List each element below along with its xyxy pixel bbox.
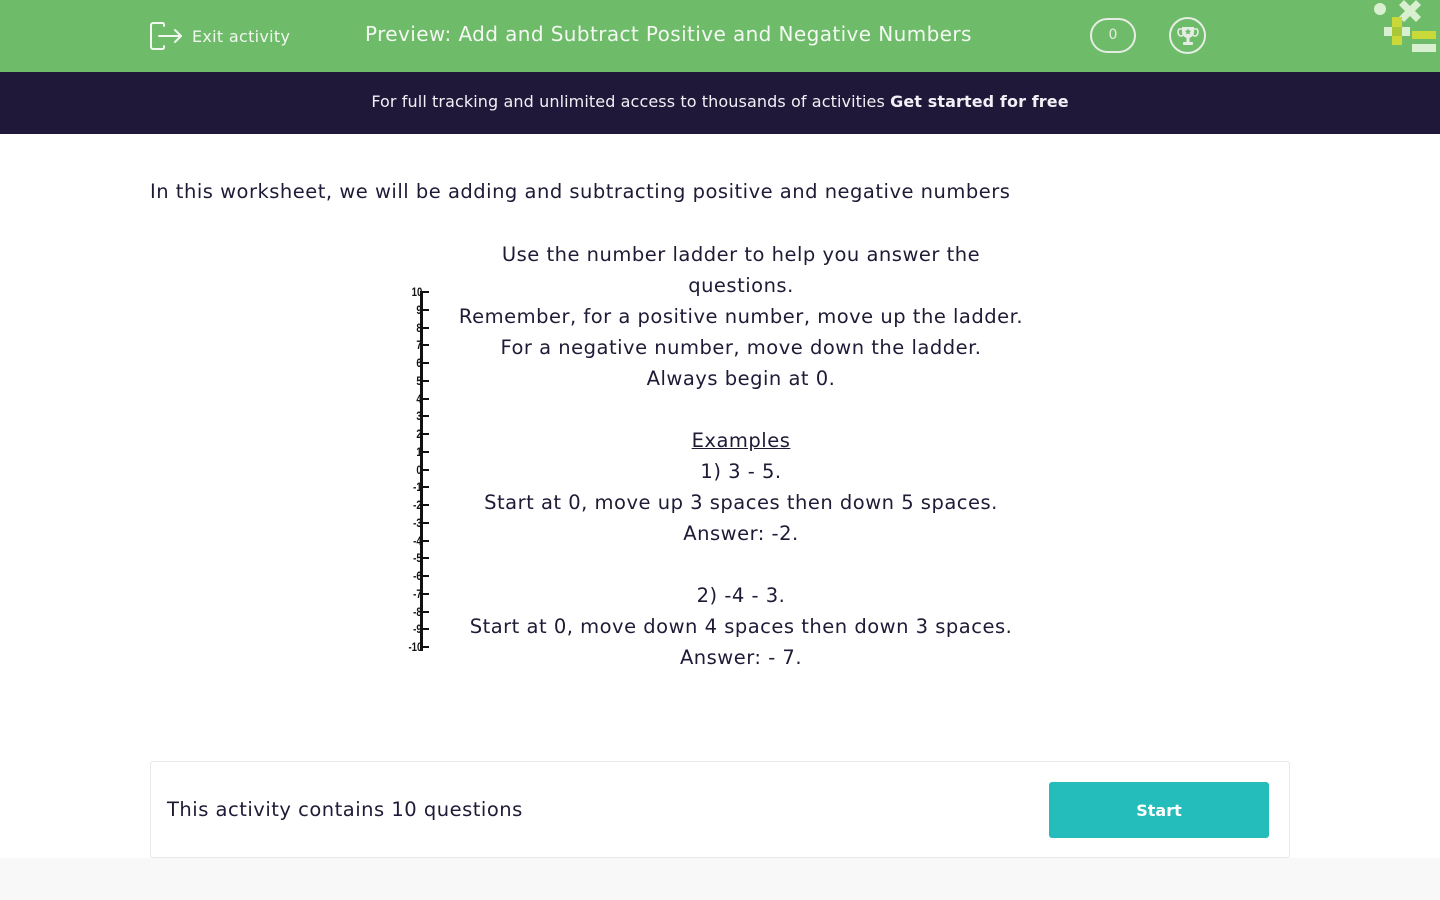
exit-icon bbox=[150, 22, 183, 50]
ladder-label: -3 bbox=[413, 515, 422, 530]
examples-heading: Examples bbox=[691, 429, 791, 452]
top-bar bbox=[0, 0, 1440, 72]
ladder-label: -4 bbox=[413, 533, 422, 548]
instruction-line: Remember, for a positive number, move up the ladder. bbox=[458, 305, 1024, 328]
ladder-label: -10 bbox=[408, 640, 422, 654]
ladder-label: 6 bbox=[416, 356, 422, 370]
instruction-line: Answer: - 7. bbox=[679, 646, 803, 669]
instruction-line bbox=[440, 394, 1042, 425]
instruction-line: Answer: -2. bbox=[683, 522, 799, 545]
instructions bbox=[440, 239, 1042, 673]
promo-text: For full tracking and unlimited access to thousands of activities bbox=[371, 92, 891, 111]
exit-activity-button[interactable] bbox=[150, 21, 290, 51]
ladder-label: -6 bbox=[413, 569, 422, 583]
ladder-label: 3 bbox=[416, 409, 422, 424]
activity-panel bbox=[150, 761, 1290, 858]
instruction-line: 2) -4 - 3. bbox=[696, 584, 786, 607]
instruction-line: questions. bbox=[688, 274, 794, 297]
instruction-line: For a negative number, move down the ladder. bbox=[500, 336, 982, 359]
score-badge: 0 bbox=[1090, 18, 1136, 53]
number-ladder bbox=[396, 286, 436, 656]
trophy-icon bbox=[1177, 25, 1199, 47]
ladder-label: 2 bbox=[416, 427, 422, 441]
maths-symbols-logo-icon bbox=[1368, 0, 1440, 60]
ladder-label: -1 bbox=[413, 480, 422, 495]
ladder-label: -9 bbox=[413, 622, 422, 637]
ladder-label: -8 bbox=[413, 604, 422, 619]
instruction-line: Always begin at 0. bbox=[646, 367, 836, 390]
instruction-line: 1) 3 - 5. bbox=[700, 460, 782, 483]
question-count-text: This activity contains 10 questions bbox=[167, 798, 523, 821]
page-title: Preview: Add and Subtract Positive and Negative Numbers bbox=[365, 22, 972, 46]
ladder-label: 10 bbox=[411, 285, 422, 299]
ladder-label: 7 bbox=[416, 338, 422, 353]
start-button[interactable]: Start bbox=[1049, 782, 1269, 838]
ladder-label: -7 bbox=[413, 586, 422, 601]
exit-activity-label: Exit activity bbox=[192, 26, 291, 46]
instruction-line: Start at 0, move up 3 spaces then down 5 spaces. bbox=[484, 491, 998, 514]
instruction-line: Use the number ladder to help you answer the bbox=[501, 243, 981, 266]
ladder-label: 0 bbox=[416, 462, 422, 477]
ladder-label: 1 bbox=[416, 444, 422, 459]
worksheet-intro: In this worksheet, we will be adding and subtracting positive and negative numbers bbox=[150, 180, 1011, 203]
ladder-label: -2 bbox=[413, 498, 422, 512]
ladder-label: 4 bbox=[416, 391, 422, 406]
ladder-label: -5 bbox=[413, 551, 422, 566]
ladder-label: 5 bbox=[416, 373, 422, 388]
promo-banner bbox=[0, 72, 1440, 134]
instruction-line: Start at 0, move down 4 spaces then down 3 spaces. bbox=[469, 615, 1013, 638]
ladder-label: 9 bbox=[416, 302, 422, 317]
get-started-link[interactable]: Get started for free bbox=[890, 92, 1069, 111]
ladder-label: 8 bbox=[416, 320, 422, 335]
footer-strip bbox=[0, 858, 1440, 900]
trophy-button[interactable] bbox=[1169, 17, 1206, 54]
instruction-line bbox=[440, 549, 1042, 580]
